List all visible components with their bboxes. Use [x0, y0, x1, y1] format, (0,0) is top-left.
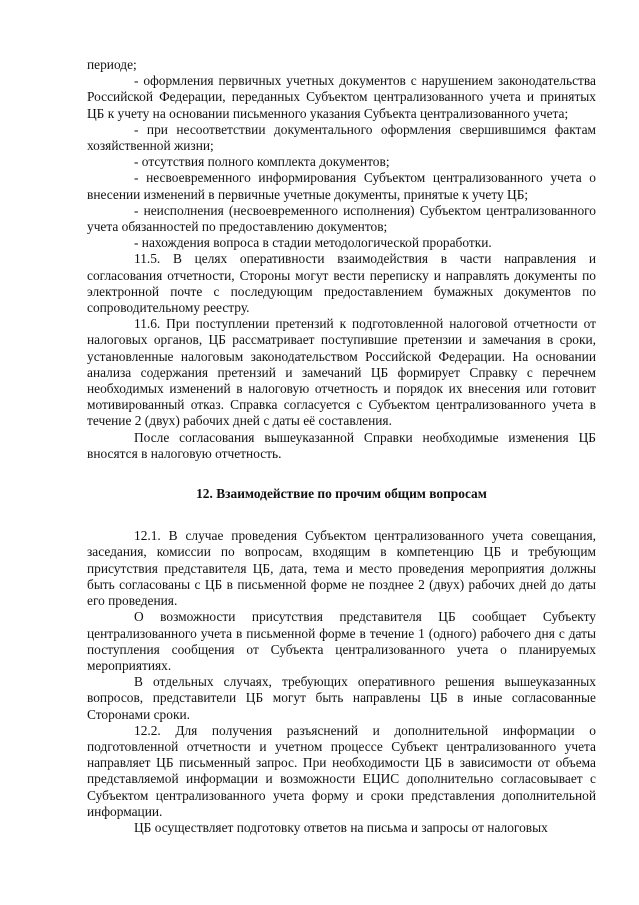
list-item: - оформления первичных учетных документов с нарушением законодательства Российской Федерации, переданных Субъектом централизованного учета и принятых ЦБ к учету на основании письменного указания Субъекта централизованного учета;	[87, 73, 596, 121]
list-item: - неисполнения (несвоевременного исполнения) Субъектом централизованного учета обязанностей по предоставлению документов;	[87, 202, 596, 235]
paragraph: ЦБ осуществляет подготовку ответов на письма и запросы от налоговых	[134, 819, 548, 835]
section-heading: 12. Взаимодействие по прочим общим вопросам	[196, 486, 487, 502]
paragraph-11-6: 11.6. При поступлении претензий к подготовленной налоговой отчетности от налоговых органов, ЦБ рассматривает поступившие претензии и замечания в сроки, установленные налоговым законодательством Российской Федерации. На основании анализа содержания претензий и замечаний ЦБ формирует Справку с перечнем необходимых изменений в налоговую отчетность и порядок их внесения или готовит мотивированный отказ. Справка согласуется с Субъектом централизованного учета в течение 2 (двух) рабочих дней с даты её составления.	[87, 316, 596, 429]
paragraph-12-1: 12.1. В случае проведения Субъектом централизованного учета совещания, заседания, комиссии по вопросам, входящим в компетенцию ЦБ и требующим присутствия представителя ЦБ, дата, тема и место проведения мероприятия должны быть согласованы с ЦБ в письменной форме не позднее 2 (двух) рабочих дней до даты его проведения.	[87, 528, 596, 609]
paragraph: О возможности присутствия представителя ЦБ сообщает Субъекту централизованного учета в письменной форме в течение 1 (одного) рабочего дня с даты поступления сообщения от Субъекта централизованного учета о планируемых мероприятиях.	[87, 609, 596, 673]
paragraph: периоде;	[87, 57, 137, 72]
paragraph-12-2: 12.2. Для получения разъяснений и дополнительной информации о подготовленной отчетности и учетном процессе Субъект централизованного учета направляет ЦБ письменный запрос. При необходимости ЦБ в зависимости от объема представляемой информации и возможности ЕЦИС дополнительно согласовывает с Субъектом централизованного учета форму и сроки представления дополнительной информации.	[87, 722, 596, 819]
list-item: - нахождения вопроса в стадии методологической проработки.	[134, 235, 492, 251]
list-item: - несвоевременного информирования Субъектом централизованного учета о внесении изменений в первичные учетные документы, принятые к учету ЦБ;	[87, 170, 596, 202]
list-item: - при несоответствии документального оформления свершившимся фактам хозяйственной жизни;	[87, 121, 596, 154]
paragraphs-bottom	[87, 528, 596, 836]
paragraphs-top	[87, 57, 596, 462]
paragraph-11-5: 11.5. В целях оперативности взаимодействия в части направления и согласования отчетности, Стороны могут вести переписку и направлять документы по электронной почте с последующим предоставлением бумажных документов по сопроводительному реестру.	[87, 251, 596, 316]
paragraph: После согласования вышеуказанной Справки необходимые изменения ЦБ вносятся в налоговую отчетность.	[87, 429, 596, 461]
paragraph: В отдельных случаях, требующих оперативного решения вышеуказанных вопросов, представители ЦБ могут быть направлены ЦБ в иные согласованные Сторонами сроки.	[87, 674, 596, 722]
list-item: - отсутствия полного комплекта документов;	[134, 154, 390, 170]
